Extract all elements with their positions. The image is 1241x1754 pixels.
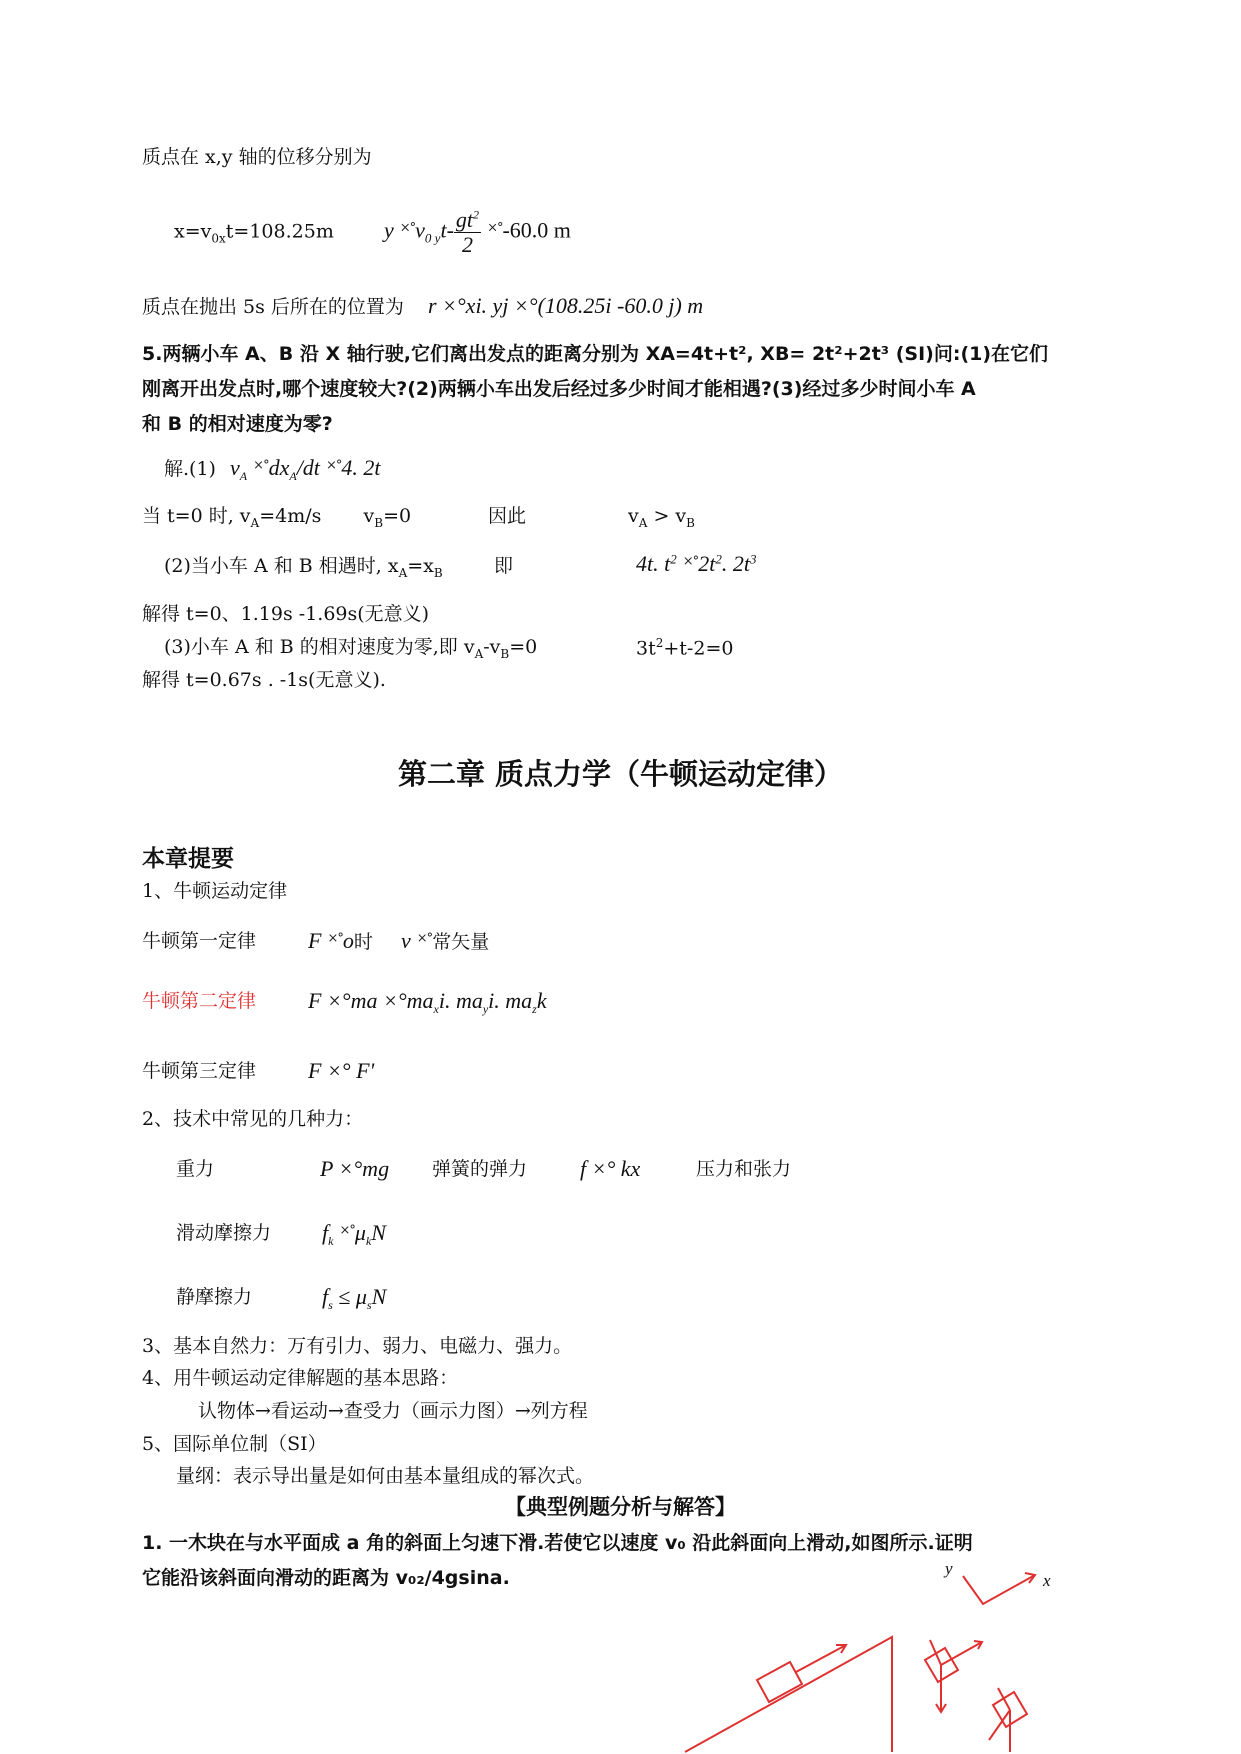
example1-line1: 1. 一木块在与水平面成 a 角的斜面上匀速下滑.若使它以速度 v₀ 沿此斜面向上滑动,如图所示.证明 xyxy=(142,1532,973,1554)
sol2-text: 当 t=0 时, v xyxy=(142,505,251,527)
frac-num: gt xyxy=(455,207,474,232)
sf-f: f xyxy=(322,1284,329,1309)
sol3-text: (2)当小车 A 和 B 相遇时, x xyxy=(164,555,399,577)
sol5-eq-rest: +t-2=0 xyxy=(663,637,734,660)
axis-x-label: x xyxy=(1043,1571,1051,1590)
sol5-eq-sup: 2 xyxy=(655,636,664,650)
eq-x-rest: t=108.25m xyxy=(225,220,334,243)
frac-num-sup: 2 xyxy=(473,207,480,222)
sol1-v: v xyxy=(230,455,240,480)
sol3-sup3: 3 xyxy=(749,551,757,567)
law1-sym: ×° xyxy=(327,931,343,946)
intro-line: 质点在 x,y 轴的位移分别为 xyxy=(142,146,372,168)
chapter-title: 第二章 质点力学（牛顿运动定律） xyxy=(397,757,844,791)
eq-v: v xyxy=(415,217,425,243)
law2-end: k xyxy=(536,988,547,1013)
sol1-dx: dx xyxy=(268,455,290,480)
sol5-end: =0 xyxy=(509,636,538,658)
law1-label: 牛顿第一定律 xyxy=(142,930,257,952)
law2-sub3: z xyxy=(532,1001,537,1016)
kf-sub2: k xyxy=(365,1233,372,1248)
law2-math: F ×°ma ×°ma xyxy=(308,988,434,1013)
sf-mu: ≤ μ xyxy=(332,1284,367,1309)
eq-x-sub: 0x xyxy=(211,231,226,246)
sol2-vb-sub: B xyxy=(374,515,384,530)
block-rect xyxy=(757,1662,802,1702)
position-text: 质点在抛出 5s 后所在的位置为 xyxy=(142,296,404,318)
law1-when: 时 xyxy=(353,931,373,953)
problem5-line3: 和 B 的相对速度为零? xyxy=(142,413,333,435)
law1-f: F xyxy=(308,928,322,953)
position-math: r ×°xi. yj ×°(108.25i -60.0 j) m xyxy=(427,293,704,318)
law1-o: o xyxy=(342,928,354,953)
eq-x-part: x=v xyxy=(174,220,212,243)
eq-symbol2: ×° xyxy=(487,220,503,236)
law3-formula: F ×° F' xyxy=(308,1058,375,1083)
sol3-math1: 4t. t xyxy=(636,551,671,576)
sol2-value: =4m/s xyxy=(259,505,322,527)
kf-sym: ×° xyxy=(339,1223,355,1238)
sol1-sym2: ×° xyxy=(325,458,342,473)
incline-triangle xyxy=(685,1637,892,1752)
summary-item-2: 2、技术中常见的几种力： xyxy=(142,1108,364,1130)
sol3-sub2: B xyxy=(433,565,443,580)
frac-den: 2 xyxy=(461,232,473,258)
sol2-therefore: 因此 xyxy=(488,505,527,527)
summary-item-3: 3、基本自然力：万有引力、弱力、电磁力、强力。 xyxy=(142,1335,573,1357)
sol1-dx-sub: A xyxy=(289,468,297,483)
sol5-mid: -v xyxy=(483,636,501,658)
cmp-va: v xyxy=(628,505,639,527)
summary-item-4: 4、用牛顿运动定律解题的基本思路： xyxy=(142,1367,459,1389)
sol1-sym: ×° xyxy=(253,458,269,473)
problem5-line2: 刚离开出发点时,哪个速度较大?(2)两辆小车出发后经过多少时间才能相遇?(3)经过多少时间小车 A xyxy=(142,378,976,400)
sf-sub2: s xyxy=(366,1297,372,1312)
cmp-va-sub: A xyxy=(638,515,648,530)
solution-4: 解得 t=0、1.19s -1.69s(无意义) xyxy=(142,603,430,625)
examples-heading: 【典型例题分析与解答】 xyxy=(505,1495,736,1519)
axes-lines xyxy=(963,1575,1035,1604)
axis-y-label: y xyxy=(945,1559,953,1578)
solution-6: 解得 t=0.67s . -1s(无意义). xyxy=(142,669,386,691)
gravity-formula: P ×°mg xyxy=(320,1156,390,1181)
sf-n: N xyxy=(371,1284,387,1309)
law2-mid2: i. ma xyxy=(488,988,533,1013)
law1-v: v xyxy=(400,928,411,953)
sol5-sub1: A xyxy=(474,646,484,661)
sol1-end: 4. 2t xyxy=(341,455,381,480)
cmp-mid: > v xyxy=(647,505,687,527)
static-friction-label: 静摩擦力 xyxy=(176,1286,253,1308)
summary-item-5: 5、国际单位制（SI） xyxy=(142,1433,327,1455)
sol5-eq: 3t xyxy=(636,637,656,660)
law3-label: 牛顿第三定律 xyxy=(142,1060,257,1082)
spring-label: 弹簧的弹力 xyxy=(432,1158,528,1180)
summary-item-5-detail: 量纲：表示导出量是如何由基本量组成的幂次式。 xyxy=(176,1465,595,1487)
sol5-sub2: B xyxy=(500,646,510,661)
sol5-text: (3)小车 A 和 B 的相对速度为零,即 v xyxy=(164,636,475,658)
sol3-sym: ×° xyxy=(682,554,699,569)
eq-v-sub: 0 y xyxy=(424,230,441,246)
kinetic-friction-label: 滑动摩擦力 xyxy=(176,1222,272,1244)
law1-end: 常矢量 xyxy=(432,931,490,953)
sol3-sup2: 2 xyxy=(715,551,722,567)
law2-sub2: y xyxy=(482,1001,489,1016)
solution-label: 解.(1) xyxy=(164,458,216,480)
sol2-vb-rest: =0 xyxy=(383,505,412,527)
sol1-v-sub: A xyxy=(239,468,248,483)
velocity-arrow xyxy=(796,1645,846,1672)
problem5-line1: 5.两辆小车 A、B 沿 X 轴行驶,它们离出发点的距离分别为 XA=4t+t², XB= 2t²+2t³ (SI)问:(1)在它们 xyxy=(142,343,1049,365)
sol2-sub: A xyxy=(250,515,260,530)
summary-item-1: 1、牛顿运动定律 xyxy=(142,880,288,902)
spring-formula: f ×° kx xyxy=(580,1156,641,1181)
sol3-sup1: 2 xyxy=(670,551,677,567)
law2-label: 牛顿第二定律 xyxy=(142,990,257,1012)
summary-heading: 本章提要 xyxy=(142,846,234,872)
law2-mid1: i. ma xyxy=(438,988,483,1013)
law1-sym2: ×° xyxy=(416,931,433,946)
sf-sub: s xyxy=(328,1297,333,1312)
eq-t: t- xyxy=(440,217,454,243)
eq-symbol: ×° xyxy=(399,220,416,236)
sol3-mid: =x xyxy=(407,555,434,577)
gravity-label: 重力 xyxy=(176,1158,215,1180)
example1-line2: 它能沿该斜面向滑动的距离为 v₀₂/4gsina. xyxy=(142,1567,510,1589)
eq-y: y xyxy=(383,217,394,243)
sol3-ji: 即 xyxy=(494,555,514,577)
sol2-vb: v xyxy=(363,505,375,527)
sol3-sub1: A xyxy=(398,565,408,580)
law2-sub1: x xyxy=(433,1001,439,1016)
cmp-vb-sub: B xyxy=(686,515,695,530)
kf-n: N xyxy=(371,1220,386,1245)
sol1-dt: /dt xyxy=(296,455,320,480)
pressure-label: 压力和张力 xyxy=(696,1158,792,1180)
summary-item-4-steps: 认物体→看运动→查受力（画示力图）→列方程 xyxy=(198,1400,588,1422)
fbd2-normal xyxy=(998,1688,1010,1710)
kf-mu: μ xyxy=(354,1220,366,1245)
sol3-math3: . 2t xyxy=(721,551,750,576)
eq-result: -60.0 m xyxy=(502,217,571,243)
kf-sub: k xyxy=(328,1233,334,1248)
sol3-math2: 2t xyxy=(698,551,716,576)
kf-f: f xyxy=(322,1220,329,1245)
